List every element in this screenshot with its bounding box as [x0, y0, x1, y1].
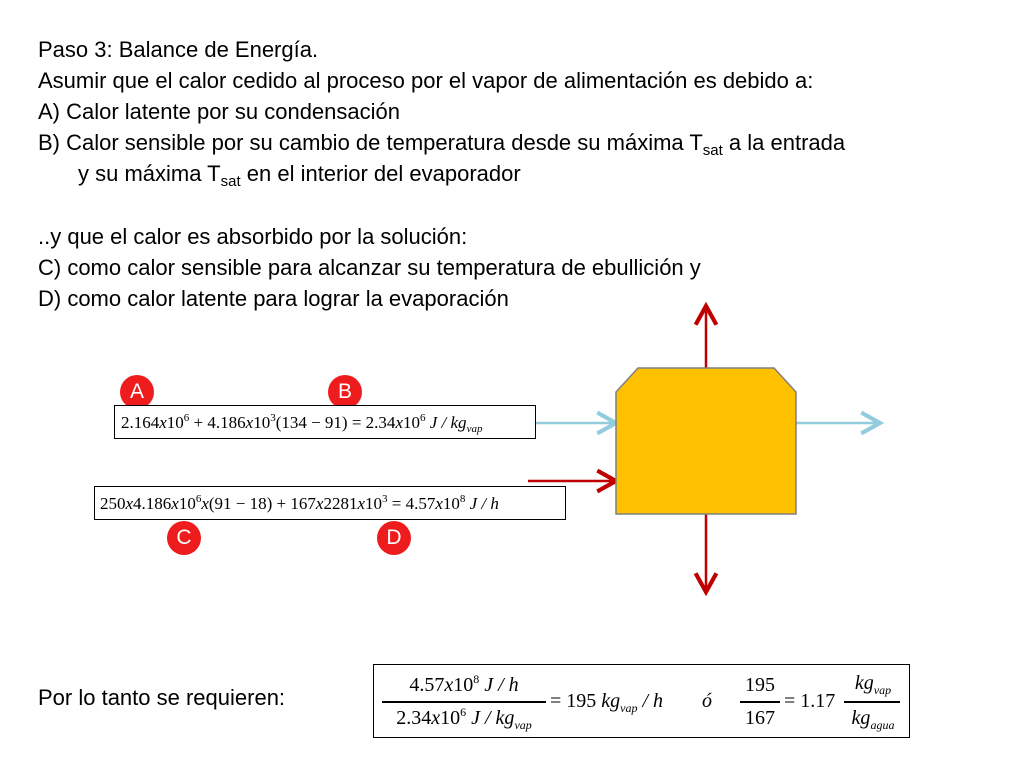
badge-a: A [120, 375, 154, 409]
equation-steam-requirement [373, 664, 910, 738]
fraction-3-bar [844, 701, 900, 703]
fraction-2-denominator: 167 [745, 707, 775, 729]
item-c-text: C) como calor sensible para alcanzar su temperatura de ebullición y [38, 255, 701, 280]
fraction-1-denominator: $2.34x10^6$ J / $kg_{vap}$ [396, 705, 532, 732]
item-a-text: A) Calor latente por su condensación [38, 99, 400, 124]
equation-solution-heat: $250x4.186x10^6x(91 - 18) + 167x2281x10^3 = 4.57x10^8$ J / h [94, 486, 566, 520]
item-b-text: B) Calor sensible por su cambio de temperatura desde su máxima $T_{sat}$ a la entrada [38, 130, 846, 159]
fraction-3-numerator: $kg_{vap}$ [854, 672, 892, 697]
item-d-text: D) como calor latente para lograr la evaporación [38, 286, 509, 311]
badge-b: B [328, 375, 362, 409]
slide-title: Paso 3: Balance de Energía. [38, 37, 319, 62]
result-1: = 195 $kg_{vap}$ / h [550, 690, 664, 715]
equation-steam-heat: $2.164x10^6 + 4.186x10^3(134 - 91) = 2.34x10^6$ J / $kg_{vap}$ [114, 405, 536, 439]
fraction-2-bar [740, 701, 780, 703]
badge-c: C [167, 521, 201, 555]
item-b-continuation: y su máxima $T_{sat}$ en el interior del evaporador [78, 161, 521, 190]
absorption-text: ..y que el calor es absorbido por la solución: [38, 224, 468, 249]
fraction-3-denominator: $kg_{agua}$ [851, 707, 895, 732]
conclusion-text: Por lo tanto se requieren: [38, 685, 286, 710]
evaporator-block [616, 368, 796, 514]
badge-d: D [377, 521, 411, 555]
fraction-1-numerator: $4.57x10^8$ J / h [409, 672, 519, 696]
or-word: ó [702, 690, 712, 712]
fraction-2-numerator: 195 [745, 674, 775, 696]
result-2: = 1.17 [784, 690, 836, 712]
fraction-1-bar [382, 701, 546, 703]
assumption-text: Asumir que el calor cedido al proceso por el vapor de alimentación es debido a: [38, 68, 814, 93]
